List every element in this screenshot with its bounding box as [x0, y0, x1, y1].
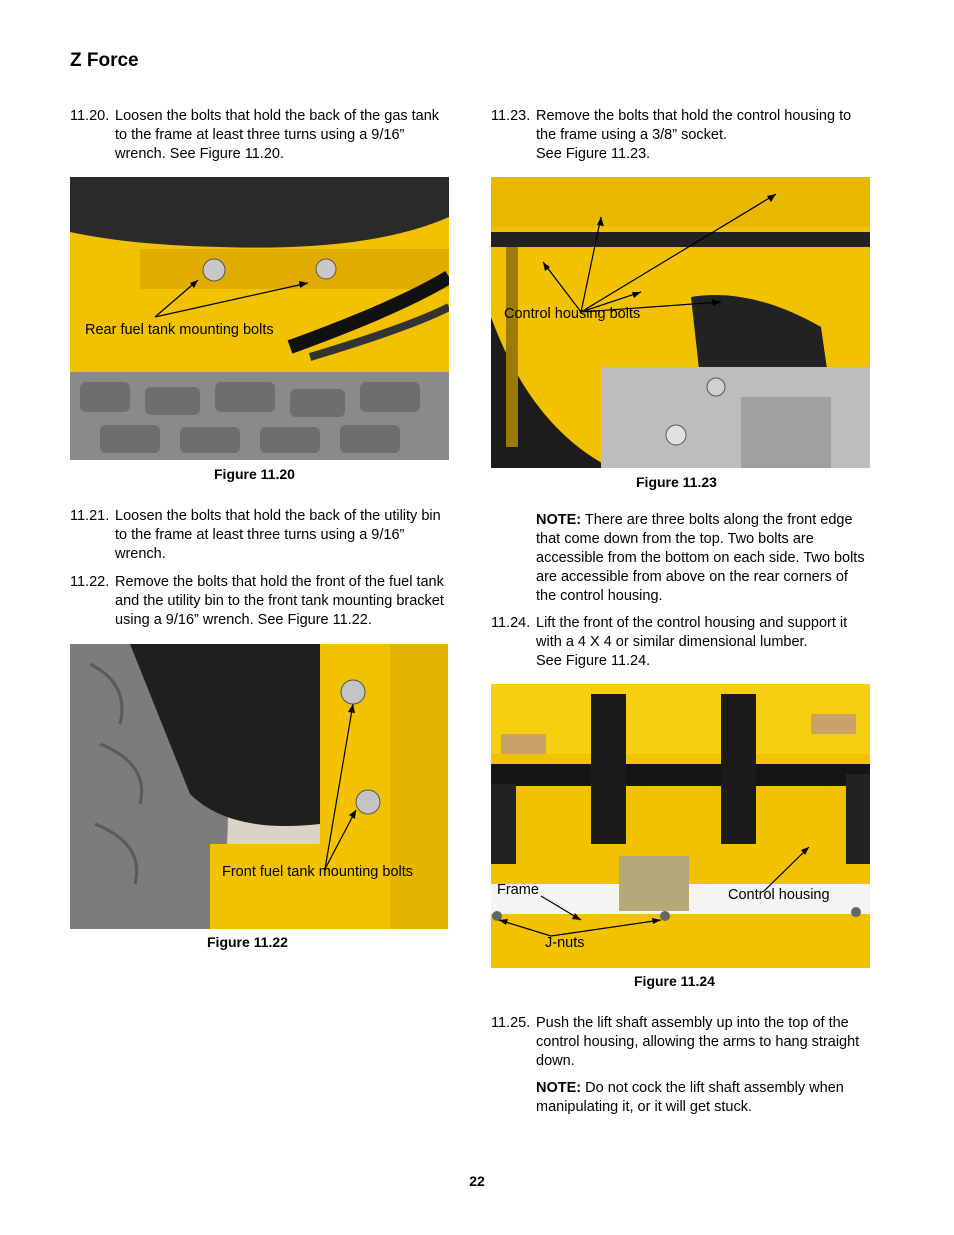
step-text: Lift the front of the control housing and support it with a 4 X 4 or similar dimensional lumber. — [536, 615, 848, 650]
page-header-title: Z Force — [70, 50, 139, 71]
step-11-24 — [491, 614, 871, 671]
step-text: Remove the bolts that hold the control housing to the frame using a 3/8” socket. — [536, 108, 852, 143]
step-number: 11.23. — [491, 108, 531, 124]
step-11-23 — [491, 107, 871, 164]
step-figure-ref: See Figure 11.24. — [536, 653, 651, 669]
figure-11-20-photo — [70, 177, 449, 460]
figure-11-24-photo — [491, 684, 870, 968]
step-figure-ref: See Figure 11.23. — [536, 146, 651, 162]
note-do-not-cock — [536, 1079, 870, 1117]
label-control-housing-bolts: Control housing bolts — [504, 306, 641, 322]
figure-11-20-caption: Figure 11.20 — [214, 466, 295, 482]
step-number: 11.22. — [70, 574, 110, 590]
figure-11-22-photo — [70, 644, 448, 929]
step-11-21 — [70, 507, 450, 564]
step-number: 11.25. — [491, 1015, 531, 1031]
step-11-25 — [491, 1014, 871, 1071]
step-11-22 — [70, 573, 450, 630]
step-text: Remove the bolts that hold the front of the fuel tank and the utility bin to the front tank mounting bracket using a 9/16” wrench. See Figure 11.22. — [115, 574, 444, 628]
label-rear-fuel-tank-bolts: Rear fuel tank mounting bolts — [85, 322, 274, 338]
note-label: NOTE: — [536, 1080, 582, 1096]
label-front-fuel-tank-bolts: Front fuel tank mounting bolts — [222, 864, 414, 880]
page-number: 22 — [469, 1173, 485, 1189]
note-text: Do not cock the lift shaft assembly when manipulating it, or it will get stuck. — [536, 1080, 844, 1115]
step-text: Loosen the bolts that hold the back of the utility bin to the frame at least three turns using a 9/16” wrench. — [115, 508, 441, 562]
label-frame: Frame — [497, 882, 539, 898]
step-text: Push the lift shaft assembly up into the top of the control housing, allowing the arms to hang straight down. — [536, 1015, 860, 1069]
step-number: 11.24. — [491, 615, 531, 631]
figure-11-23-photo — [491, 177, 870, 468]
label-j-nuts: J-nuts — [545, 935, 585, 951]
figure-11-23-caption: Figure 11.23 — [636, 474, 717, 490]
step-text: Loosen the bolts that hold the back of the gas tank to the frame at least three turns using a 9/16” wrench. See Figure 11.20. — [115, 108, 440, 162]
step-11-20 — [70, 107, 450, 164]
figure-11-22-caption: Figure 11.22 — [207, 934, 288, 950]
step-number: 11.21. — [70, 508, 110, 524]
note-three-bolts — [536, 511, 870, 606]
step-number: 11.20. — [70, 108, 110, 124]
note-text: There are three bolts along the front edge that come down from the top. Two bolts are accessible from the bottom on each side. Two bolts are accessible from above on the rear corners of the control housing. — [536, 512, 865, 604]
figure-11-24-caption: Figure 11.24 — [634, 973, 715, 989]
note-label: NOTE: — [536, 512, 582, 528]
label-control-housing: Control housing — [728, 887, 830, 903]
